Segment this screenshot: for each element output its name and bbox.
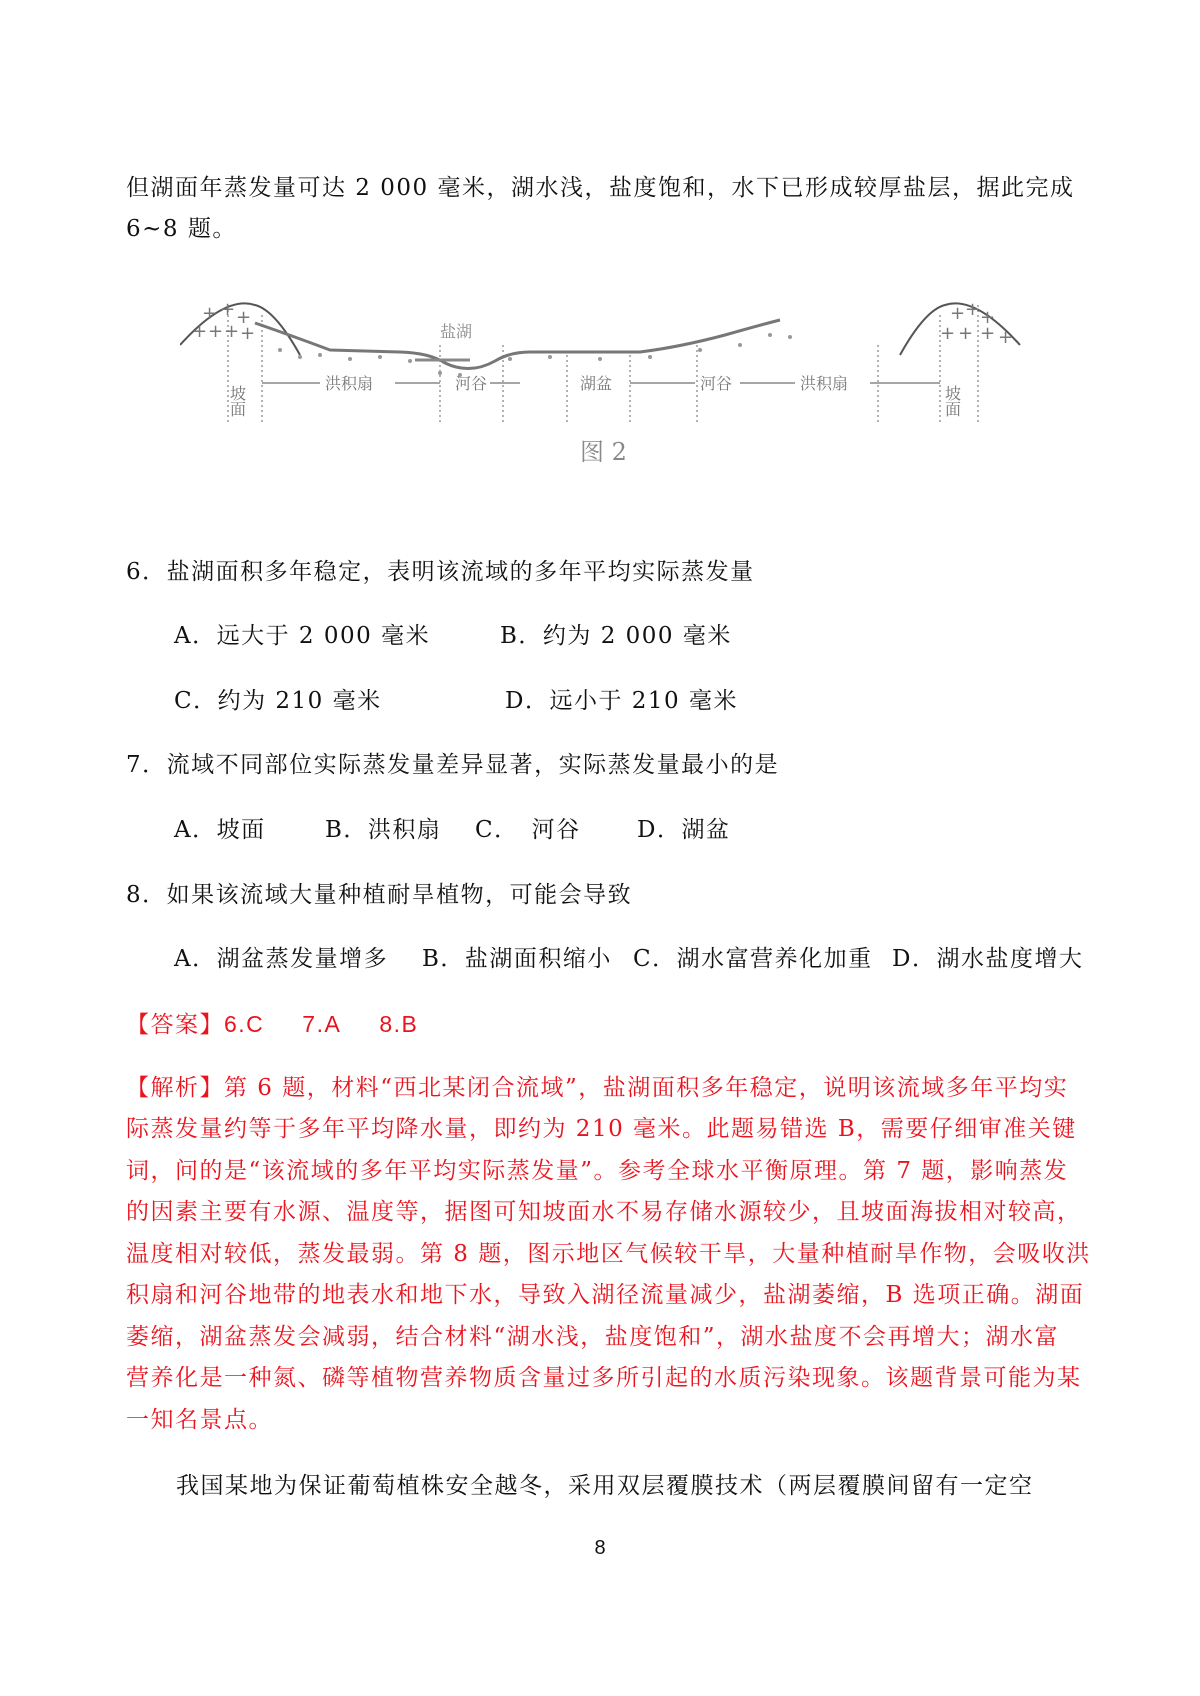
q7-option-c: C． 河谷 (475, 817, 581, 843)
svg-text:+: + (192, 321, 208, 342)
q6-option-b: B．约为 2 000 毫米 (500, 623, 732, 649)
question-8-stem: 8．如果该流域大量种植耐旱植物，可能会导致 (126, 882, 633, 908)
answer-6: 6.C (224, 1011, 265, 1037)
analysis-line: 的因素主要有水源、温度等，据图可知坡面水不易存储水源较少，且坡面海拔相对较高， (126, 1199, 1082, 1225)
profile-diagram (180, 295, 1140, 515)
zone-label-slope-right: 坡面 (942, 385, 962, 417)
intro-line-1: 但湖面年蒸发量可达 2 000 毫米，湖水浅，盐度饱和，水下已形成较厚盐层，据此完成 (126, 175, 1075, 201)
svg-text:+: + (224, 321, 240, 342)
q6-option-c: C．约为 210 毫米 (174, 688, 382, 714)
answer-line (126, 1009, 418, 1040)
analysis-line: 词，问的是“该流域的多年平均实际蒸发量”。参考全球水平衡原理。第 7 题，影响蒸发 (126, 1158, 1069, 1184)
analysis-line: 际蒸发量约等于多年平均降水量，即约为 210 毫米。此题易错选 B，需要仔细审准关键 (126, 1116, 1077, 1142)
svg-text:+: + (208, 321, 224, 342)
svg-text:+: + (202, 303, 218, 324)
svg-text:+: + (220, 299, 236, 320)
zone-label-valley-left: 河谷 (455, 374, 488, 393)
q6-option-d: D．远小于 210 毫米 (505, 688, 738, 714)
zone-label-alluvial-fan-right: 洪积扇 (800, 374, 849, 393)
analysis-line: 温度相对较低，蒸发最弱。第 8 题，图示地区气候较干旱，大量种植耐旱作物，会吸收洪 (126, 1241, 1091, 1267)
answer-8: 8.B (379, 1011, 419, 1037)
intro-line-2: 6~8 题。 (126, 216, 237, 242)
analysis-line: 萎缩，湖盆蒸发会减弱，结合材料“湖水浅，盐度饱和”，湖水盐度不会再增大；湖水富 (126, 1324, 1060, 1350)
q7-option-b: B．洪积扇 (325, 817, 442, 843)
answer-label: 【答案】 (126, 1012, 224, 1038)
analysis-line: 积扇和河谷地带的地表水和地下水，导致入湖径流量减少，盐湖萎缩，B 选项正确。湖面 (126, 1282, 1085, 1308)
svg-text:+: + (965, 299, 981, 320)
zone-label-slope-left: 坡面 (227, 385, 247, 417)
q7-option-a: A．坡面 (174, 817, 266, 843)
analysis-line: 一知名景点。 (126, 1407, 273, 1433)
analysis-line: 【解析】第 6 题，材料“西北某闭合流域”，盐湖面积多年稳定，说明该流域多年平均实 (126, 1075, 1069, 1101)
figure-2-salt-lake-profile (180, 295, 1140, 515)
svg-text:+: + (950, 303, 966, 324)
zone-label-alluvial-fan-left: 洪积扇 (325, 374, 374, 393)
question-7-stem: 7．流域不同部位实际蒸发量差异显著，实际蒸发量最小的是 (126, 752, 780, 778)
next-paragraph: 我国某地为保证葡萄植株安全越冬，采用双层覆膜技术（两层覆膜间留有一定空 (176, 1473, 1034, 1499)
question-6-stem: 6．盐湖面积多年稳定，表明该流域的多年平均实际蒸发量 (126, 559, 755, 585)
analysis-line: 营养化是一种氮、磷等植物营养物质含量过多所引起的水质污染现象。该题背景可能为某 (126, 1365, 1082, 1391)
svg-text:+: + (998, 327, 1014, 348)
svg-text:+: + (958, 323, 974, 344)
answer-7: 7.A (302, 1011, 342, 1037)
page-number: 8 (594, 1537, 606, 1559)
q6-option-a: A．远大于 2 000 毫米 (174, 623, 431, 649)
lake-label: 盐湖 (440, 322, 473, 341)
q8-option-a: A．湖盆蒸发量增多 (174, 946, 389, 972)
svg-text:+: + (240, 323, 256, 344)
svg-text:+: + (980, 307, 996, 328)
q8-option-b: B．盐湖面积缩小 (422, 946, 612, 972)
q8-option-c: C．湖水富营养化加重 (633, 946, 873, 972)
svg-text:+: + (980, 323, 996, 344)
svg-text:+: + (236, 307, 252, 328)
q8-option-d: D．湖水盐度增大 (892, 946, 1084, 972)
figure-caption: 图 2 (580, 438, 627, 466)
zone-label-lake-basin: 湖盆 (580, 374, 613, 393)
svg-text:+: + (940, 323, 956, 344)
zone-label-valley-right: 河谷 (700, 374, 733, 393)
q7-option-d: D．湖盆 (637, 817, 731, 843)
